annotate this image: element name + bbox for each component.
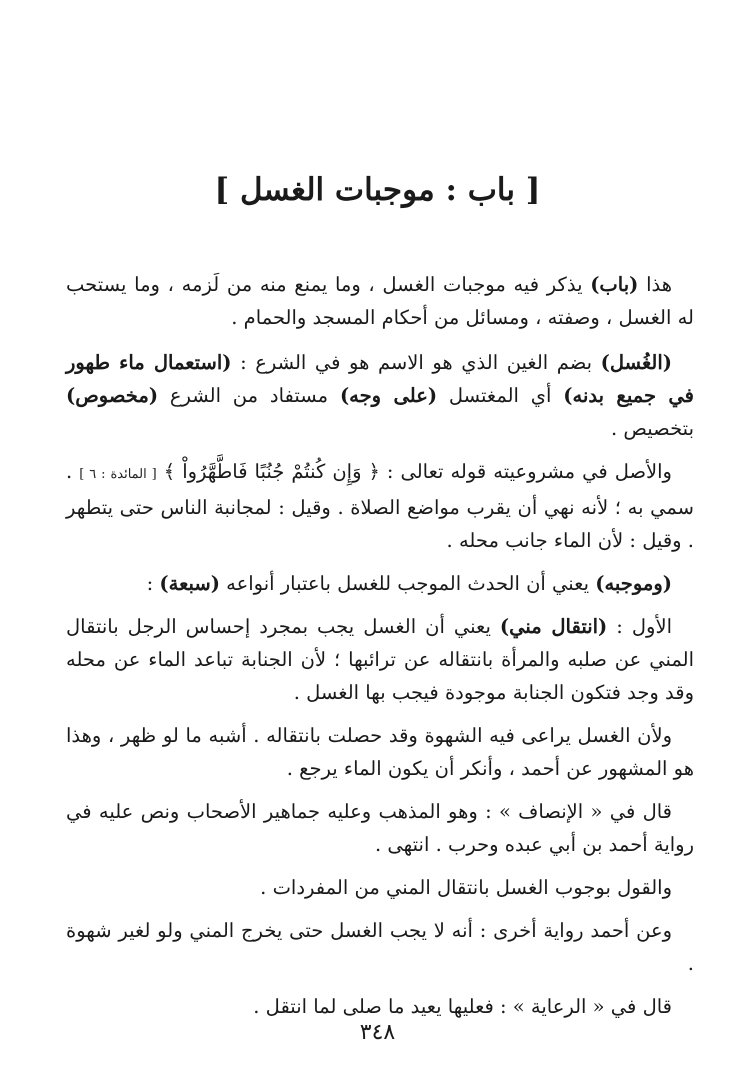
text-run: يعني أن الحدث الموجب للغسل باعتبار أنواعه [219, 572, 596, 595]
text-run: وعن أحمد رواية أخرى : أنه لا يجب الغسل حتى يخرج المني ولو لغير شهوة . [66, 919, 694, 975]
bold-term: (استعمال ماء طهور في جميع بدنه) [66, 351, 694, 407]
bold-term: (مخصوص) [66, 384, 159, 407]
paragraph [66, 610, 694, 709]
paragraph [66, 990, 694, 1023]
text-run: . سمي به ؛ لأنه نهي أن يقرب مواضع الصلاة . وقيل : لمجانبة الناس حتى يتطهر . وقيل : لأن الماء جانب محله . [66, 460, 694, 552]
text-run: مستفاد من الشرع [158, 384, 340, 407]
text-run: : [146, 572, 160, 595]
bold-term: (سبعة) [159, 572, 220, 595]
paragraph [66, 914, 694, 980]
bold-term: (انتقال مني) [499, 615, 608, 638]
paragraph [66, 871, 694, 904]
paragraph [66, 346, 694, 445]
text-run: قال في « الرعاية » : فعليها يعيد ما صلى لما انتقل . [253, 995, 672, 1018]
text-run: الأول : [607, 615, 673, 638]
bold-term: (باب) [590, 273, 639, 296]
page-number: ٣٤٨ [359, 1020, 396, 1045]
quran-verse: ﴿ وَإِن كُنتُمْ جُنُبًا فَاطَّهَّرُواْ ﴾ [163, 460, 380, 483]
verse-reference: [ المائدة : ٦ ] [79, 467, 157, 482]
paragraph [66, 719, 694, 785]
text-run: ولأن الغسل يراعى فيه الشهوة وقد حصلت بانتقاله . أشبه ما لو ظهر ، وهذا هو المشهور عن أحمد ، وأنكر أن يكون الماء يرجع . [66, 724, 694, 780]
chapter-title: [ باب : موجبات الغسل ] [214, 172, 541, 208]
bold-term: (الغُسل) [600, 351, 673, 374]
paragraph [66, 567, 694, 600]
paragraph [66, 795, 694, 861]
paragraph [66, 268, 694, 334]
text-run: هذا [638, 273, 673, 296]
body-text [66, 268, 694, 1033]
bold-term: (على وجه) [339, 384, 438, 407]
text-run: أي المغتسل [437, 384, 564, 407]
text-run: بضم الغين الذي هو الاسم هو في الشرع : [231, 351, 601, 374]
text-run: يعني أن الغسل يجب بمجرد إحساس الرجل بانتقال المني عن صلبه والمرأة بانتقاله عن ترائبها ؛ لأن الجنابة تباعد الماء عن محله وقد وجد فتكون الجنابة موجودة فيجب بها الغسل . [66, 615, 694, 704]
bold-term: (وموجبه) [595, 572, 672, 595]
text-run: بتخصيص . [611, 417, 694, 440]
text-run: يذكر فيه موجبات الغسل ، وما يمنع منه من لَزمه ، وما يستحب له الغسل ، وصفته ، ومسائل من أحكام المسجد والحمام . [66, 273, 694, 329]
paragraph [66, 455, 694, 557]
text-run: قال في « الإنصاف » : وهو المذهب وعليه جماهير الأصحاب ونص عليه في رواية أحمد بن أبي عبده وحرب . انتهى . [66, 800, 694, 856]
text-run: والقول بوجوب الغسل بانتقال المني من المفردات . [260, 876, 672, 899]
text-run [157, 460, 164, 483]
text-run: والأصل في مشروعيته قوله تعالى : [379, 460, 672, 483]
